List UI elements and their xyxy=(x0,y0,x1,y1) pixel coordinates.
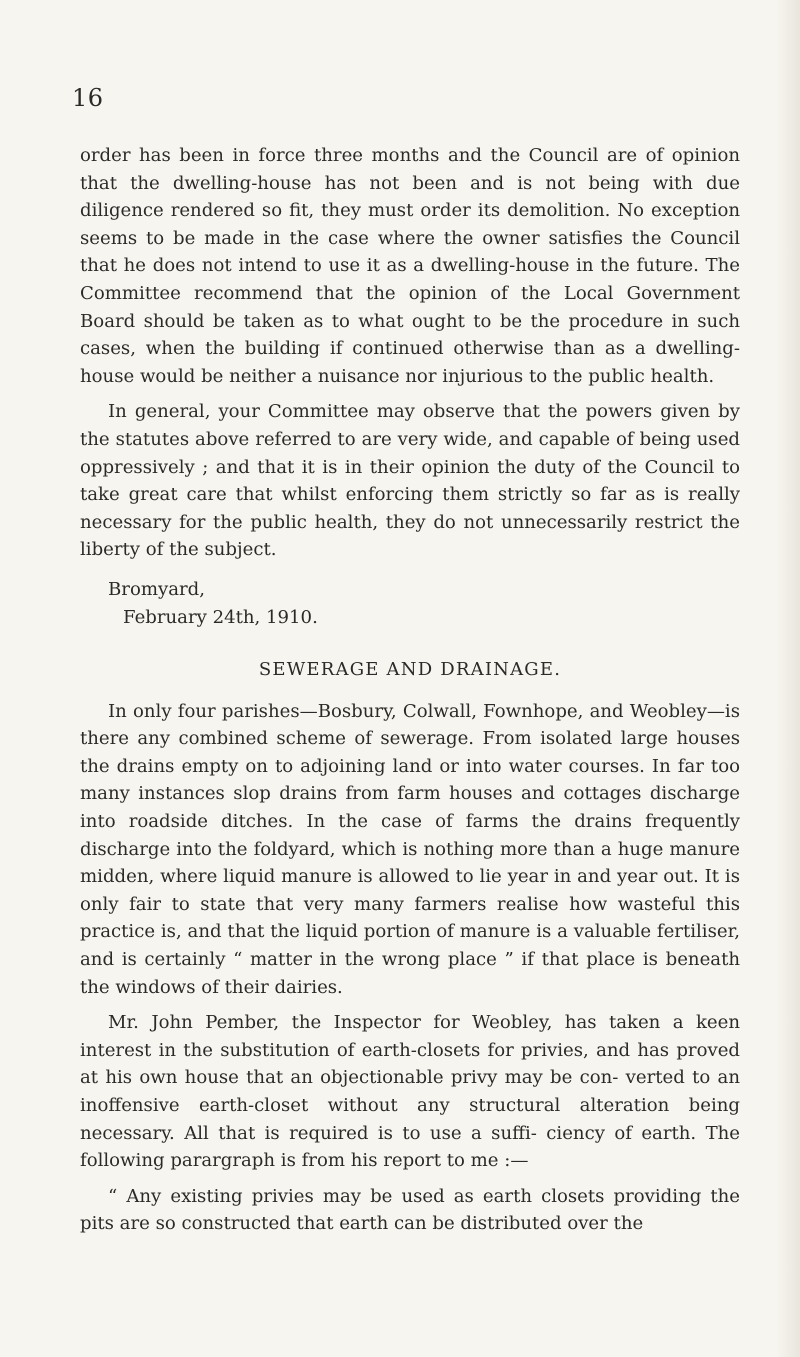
paragraph-committee-observation: In general, your Committee may observe that the powers given by the statutes above referred to are very wide, and capable of being used oppressively ; and that it is in their opinion the duty of the Council to take great care that whilst enforcing them strictly so far as is really necessary for the public health, they do not unnecessarily restrict the liberty of the subject. xyxy=(80,401,740,561)
section-heading: SEWERAGE AND DRAINAGE. xyxy=(258,659,562,681)
paragraph-quotation: “ Any existing privies may be used as earth closets providing the pits are so constructed that earth can be distributed over the xyxy=(80,1185,740,1235)
signature-block xyxy=(80,576,740,631)
signature-place: Bromyard, xyxy=(108,578,205,600)
paragraph-sewerage: In only four parishes—Bosbury, Colwall, Fownhope, and Weobley—is there any combined scheme of sewerage. From isolated large houses the drains empty on to adjoining land or into water courses. In far too many instances slop drains from farm houses and cottages discharge into roadside ditches. In the case of farms the drains frequently discharge into the foldyard, which is nothing more than a huge manure midden, where liquid manure is allowed to lie year in and year out. It is only fair to state that very many farmers realise how wasteful this practice is, and that the liquid portion of manure is a valuable fertiliser, and is certainly “ matter in the wrong place ” if that place is beneath the windows of their dairies. xyxy=(80,700,740,998)
paragraph-opening: order has been in force three months and the Council are of opinion that the dwelling-house has not been and is not being with due diligence rendered so fit, they must order its demolition. No exception seems to be made in the case where the owner satisfies the Council that he does not intend to use it as a dwelling-house in the future. The Committee recommend that the opinion of the Local Government Board should be taken as to what ought to be the procedure in such cases, when the building if continued otherwise than as a dwelling-house would be neither a nuisance nor injurious to the public health. xyxy=(80,145,740,387)
page-edge-shadow xyxy=(776,0,800,1357)
page-number: 16 xyxy=(72,84,104,112)
page-content xyxy=(80,142,740,1238)
paragraph-earth-closets: Mr. John Pember, the Inspector for Weobley, has taken a keen interest in the substitution of earth-closets for privies, and has proved at his own house that an objectionable privy may be con- verted to an inoffensive earth-closet without any structural alteration being necessary. All that is required is to use a suffi- ciency of earth. The following parargraph is from his report to me :— xyxy=(80,1012,740,1172)
signature-date: February 24th, 1910. xyxy=(123,606,318,628)
